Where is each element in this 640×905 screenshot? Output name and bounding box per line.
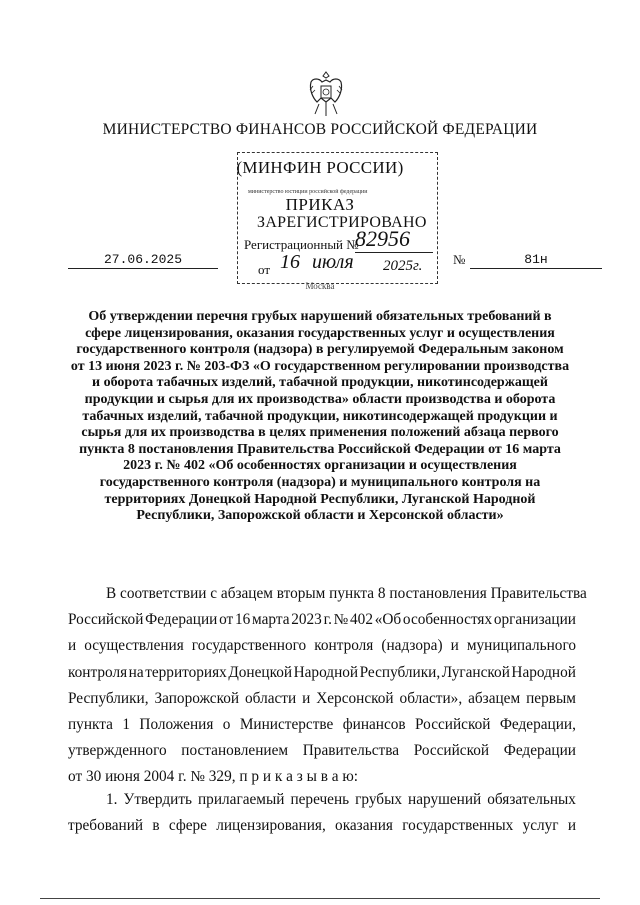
paragraph-line: контроля на территориях Донецкой Народной Республики, Луганской Народной <box>68 663 576 681</box>
title-line: государственного контроля (надзора) в регулируемой Федеральным законом <box>76 342 564 358</box>
document-title <box>62 309 578 525</box>
paragraph-line: пункта 1 Положения о Министерстве финансов Российской Федерации, <box>68 715 576 733</box>
title-line: 2023 г. № 402 «Об особенностях организации и осуществления <box>123 458 517 474</box>
paragraph-line: В соответствии с абзацем вторым пункта 8 постановления Правительства <box>106 585 587 602</box>
title-line: сфере лицензирования, оказания государственных услуг и осуществления <box>85 325 555 341</box>
title-line: табачных изделий, табачной продукции, никотинсодержащей продукции и <box>82 408 558 424</box>
paragraph-line: требований в сфере лицензирования, оказания государственных услуг и <box>68 817 576 835</box>
title-line: территориях Донецкой Народной Республики, Луганской Народной <box>104 491 536 507</box>
title-line: Об утверждении перечня грубых нарушений обязательных требований в <box>88 309 552 324</box>
coat-of-arms-icon <box>305 68 347 120</box>
title-line: государственного контроля (надзора) и муниципального контроля на <box>99 474 541 490</box>
title-line: от 13 июня 2023 г. № 203-ФЗ «О государственном регулировании производства <box>70 358 570 374</box>
stamp-date-month: июля <box>312 251 354 273</box>
stamp-date-year: 2025г. <box>383 258 423 274</box>
stamp-seal-text: министерство юстиции российской федерации <box>248 189 368 195</box>
paragraph-line: и осуществления государственного контроля (надзора) и муниципального <box>68 637 576 655</box>
ministry-short-name: (МИНФИН РОССИИ) <box>236 158 404 177</box>
stamp-regnum-label: Регистрационный № <box>244 237 359 252</box>
order-date: 27.06.2025 <box>68 252 218 269</box>
stamp-date-prefix: от <box>258 262 271 277</box>
paragraph-preamble <box>68 581 587 791</box>
paragraph-line: Российской Федерации от 16 марта 2023 г. № 402 «Об особенностях организации <box>68 611 576 629</box>
paragraph-line: утвержденного постановлением Правительства Российской Федерации <box>68 742 576 760</box>
paragraph-line: Республики, Запорожской области и Херсонской области», абзацем первым <box>68 689 576 707</box>
order-number-label: № <box>453 252 466 267</box>
document-type: ПРИКАЗ <box>285 195 355 214</box>
stamp-regnum-value: 82956 <box>355 226 433 253</box>
order-number: 81н <box>470 252 602 269</box>
title-line: пункта 8 постановления Правительства Российской Федерации от 16 марта <box>79 441 561 457</box>
paragraph-line: 1. Утвердить прилагаемый перечень грубых нарушений обязательных <box>106 791 576 808</box>
ministry-name: МИНИСТЕРСТВО ФИНАНСОВ РОССИЙСКОЙ ФЕДЕРАЦИИ <box>102 121 538 138</box>
paragraph-line: от 30 июня 2004 г. № 329, п р и к а з ы в а ю: <box>68 768 359 786</box>
title-line: сырья для их производства в целях применения положений абзаца первого <box>81 425 559 441</box>
stamp-registered-label: ЗАРЕГИСТРИРОВАНО <box>257 214 427 231</box>
paragraph-item-1 <box>68 787 576 839</box>
stamp-city: Москва <box>305 281 335 291</box>
title-line: Республики, Запорожской области и Херсонской области» <box>136 508 504 524</box>
title-line: и оборота табачных изделий, табачной продукции, никотинсодержащей <box>92 375 548 391</box>
page-bottom-rule <box>40 898 600 899</box>
stamp-date-day: 16 <box>280 251 300 273</box>
title-line: продукции и сырья для их производства» области производства и оборота <box>84 391 556 407</box>
